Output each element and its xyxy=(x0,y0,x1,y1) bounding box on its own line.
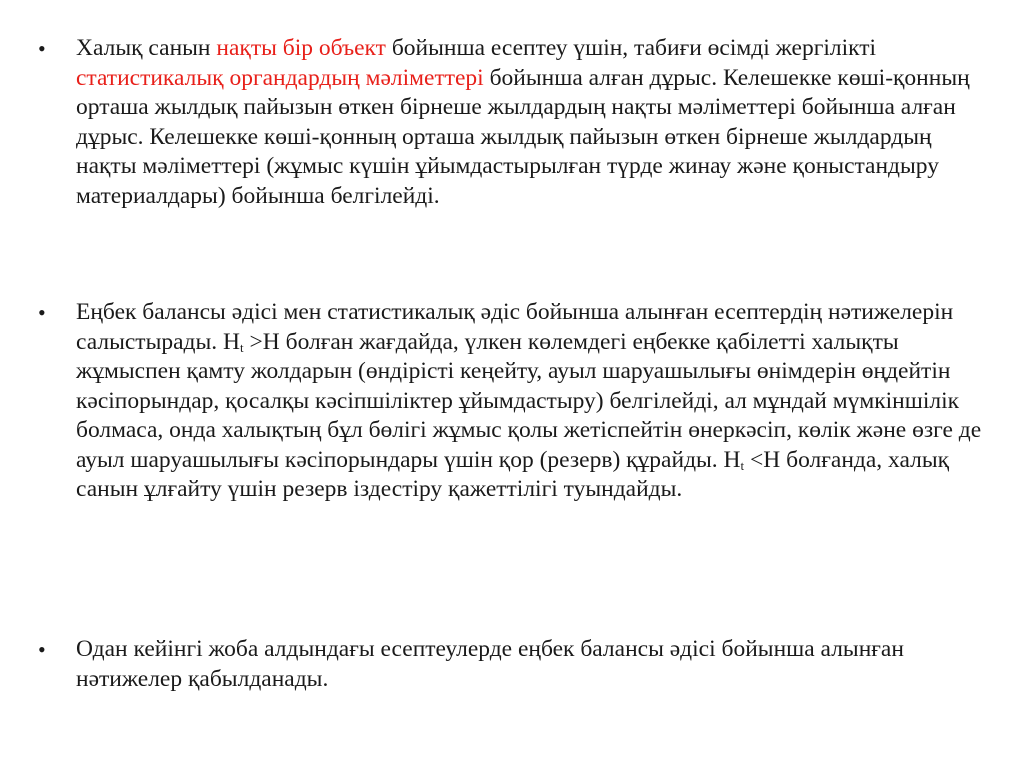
text-segment: Одан кейінгі жоба алдындағы есептеулерде еңбек балансы әдісі бойынша алынған нәтижелер қабылданады. xyxy=(76,636,904,692)
subscript-t: t xyxy=(740,457,745,473)
bullet-text-3 xyxy=(76,635,994,694)
text-segment: бойынша алған дұрыс. Келешекке көші-қонның орташа жылдық пайызын өткен бірнеше жылдардың нақты мәліметтері бойынша алған дұрыс. Келешекке көші-қонның орташа жылдық пайызын өткен бірнеше жылдардың нақты мәліметтері (жұмыс күшін ұйымдастырылған түрде жинау және қоныстандыру материалдары) бойынша белгілейді. xyxy=(76,64,970,209)
highlighted-term: статистикалық органдардың мәліметтері xyxy=(76,64,484,91)
text-segment: бойынша есептеу үшін, табиғи өсімді жергілікті xyxy=(385,35,877,61)
bullet-marker: • xyxy=(38,36,46,61)
bullet-text-1 xyxy=(76,34,994,211)
highlighted-term: нақты бір объект xyxy=(216,35,386,61)
bullet-marker: • xyxy=(38,637,46,662)
bullet-marker: • xyxy=(38,300,46,325)
text-segment: Халық санын xyxy=(76,35,217,61)
text-segment: Еңбек балансы әдісі мен статистикалық әдіс бойынша алынған есептердің нәтижелерін салыстырады. Н xyxy=(76,299,954,355)
bullet-text-2 xyxy=(76,298,994,505)
text-segment: <Н болғанда, халық санын ұлғайту үшін резерв іздестіру қажеттілігі туындайды. xyxy=(76,446,950,502)
subscript-t: t xyxy=(240,339,244,355)
text-segment: >Н болған жағдайда, үлкен көлемдегі еңбекке қабілетті халықты жұмыспен қамту жолдарын (өндірісті кеңейту, ауыл шаруашылығы өнімдерін өңдейтін кәсіпорындар, қосалқы кәсіпшіліктер ұйымдастыру) белгілейді, ал мұндай мүмкіншілік болмаса, онда халықтың бұл бөлігі жұмыс қолы жетіспейтін өнеркәсіп, көлік және өзге де ауыл шаруашылығы кәсіпорындары үшін қор (резерв) құрайды. Н xyxy=(76,328,982,473)
